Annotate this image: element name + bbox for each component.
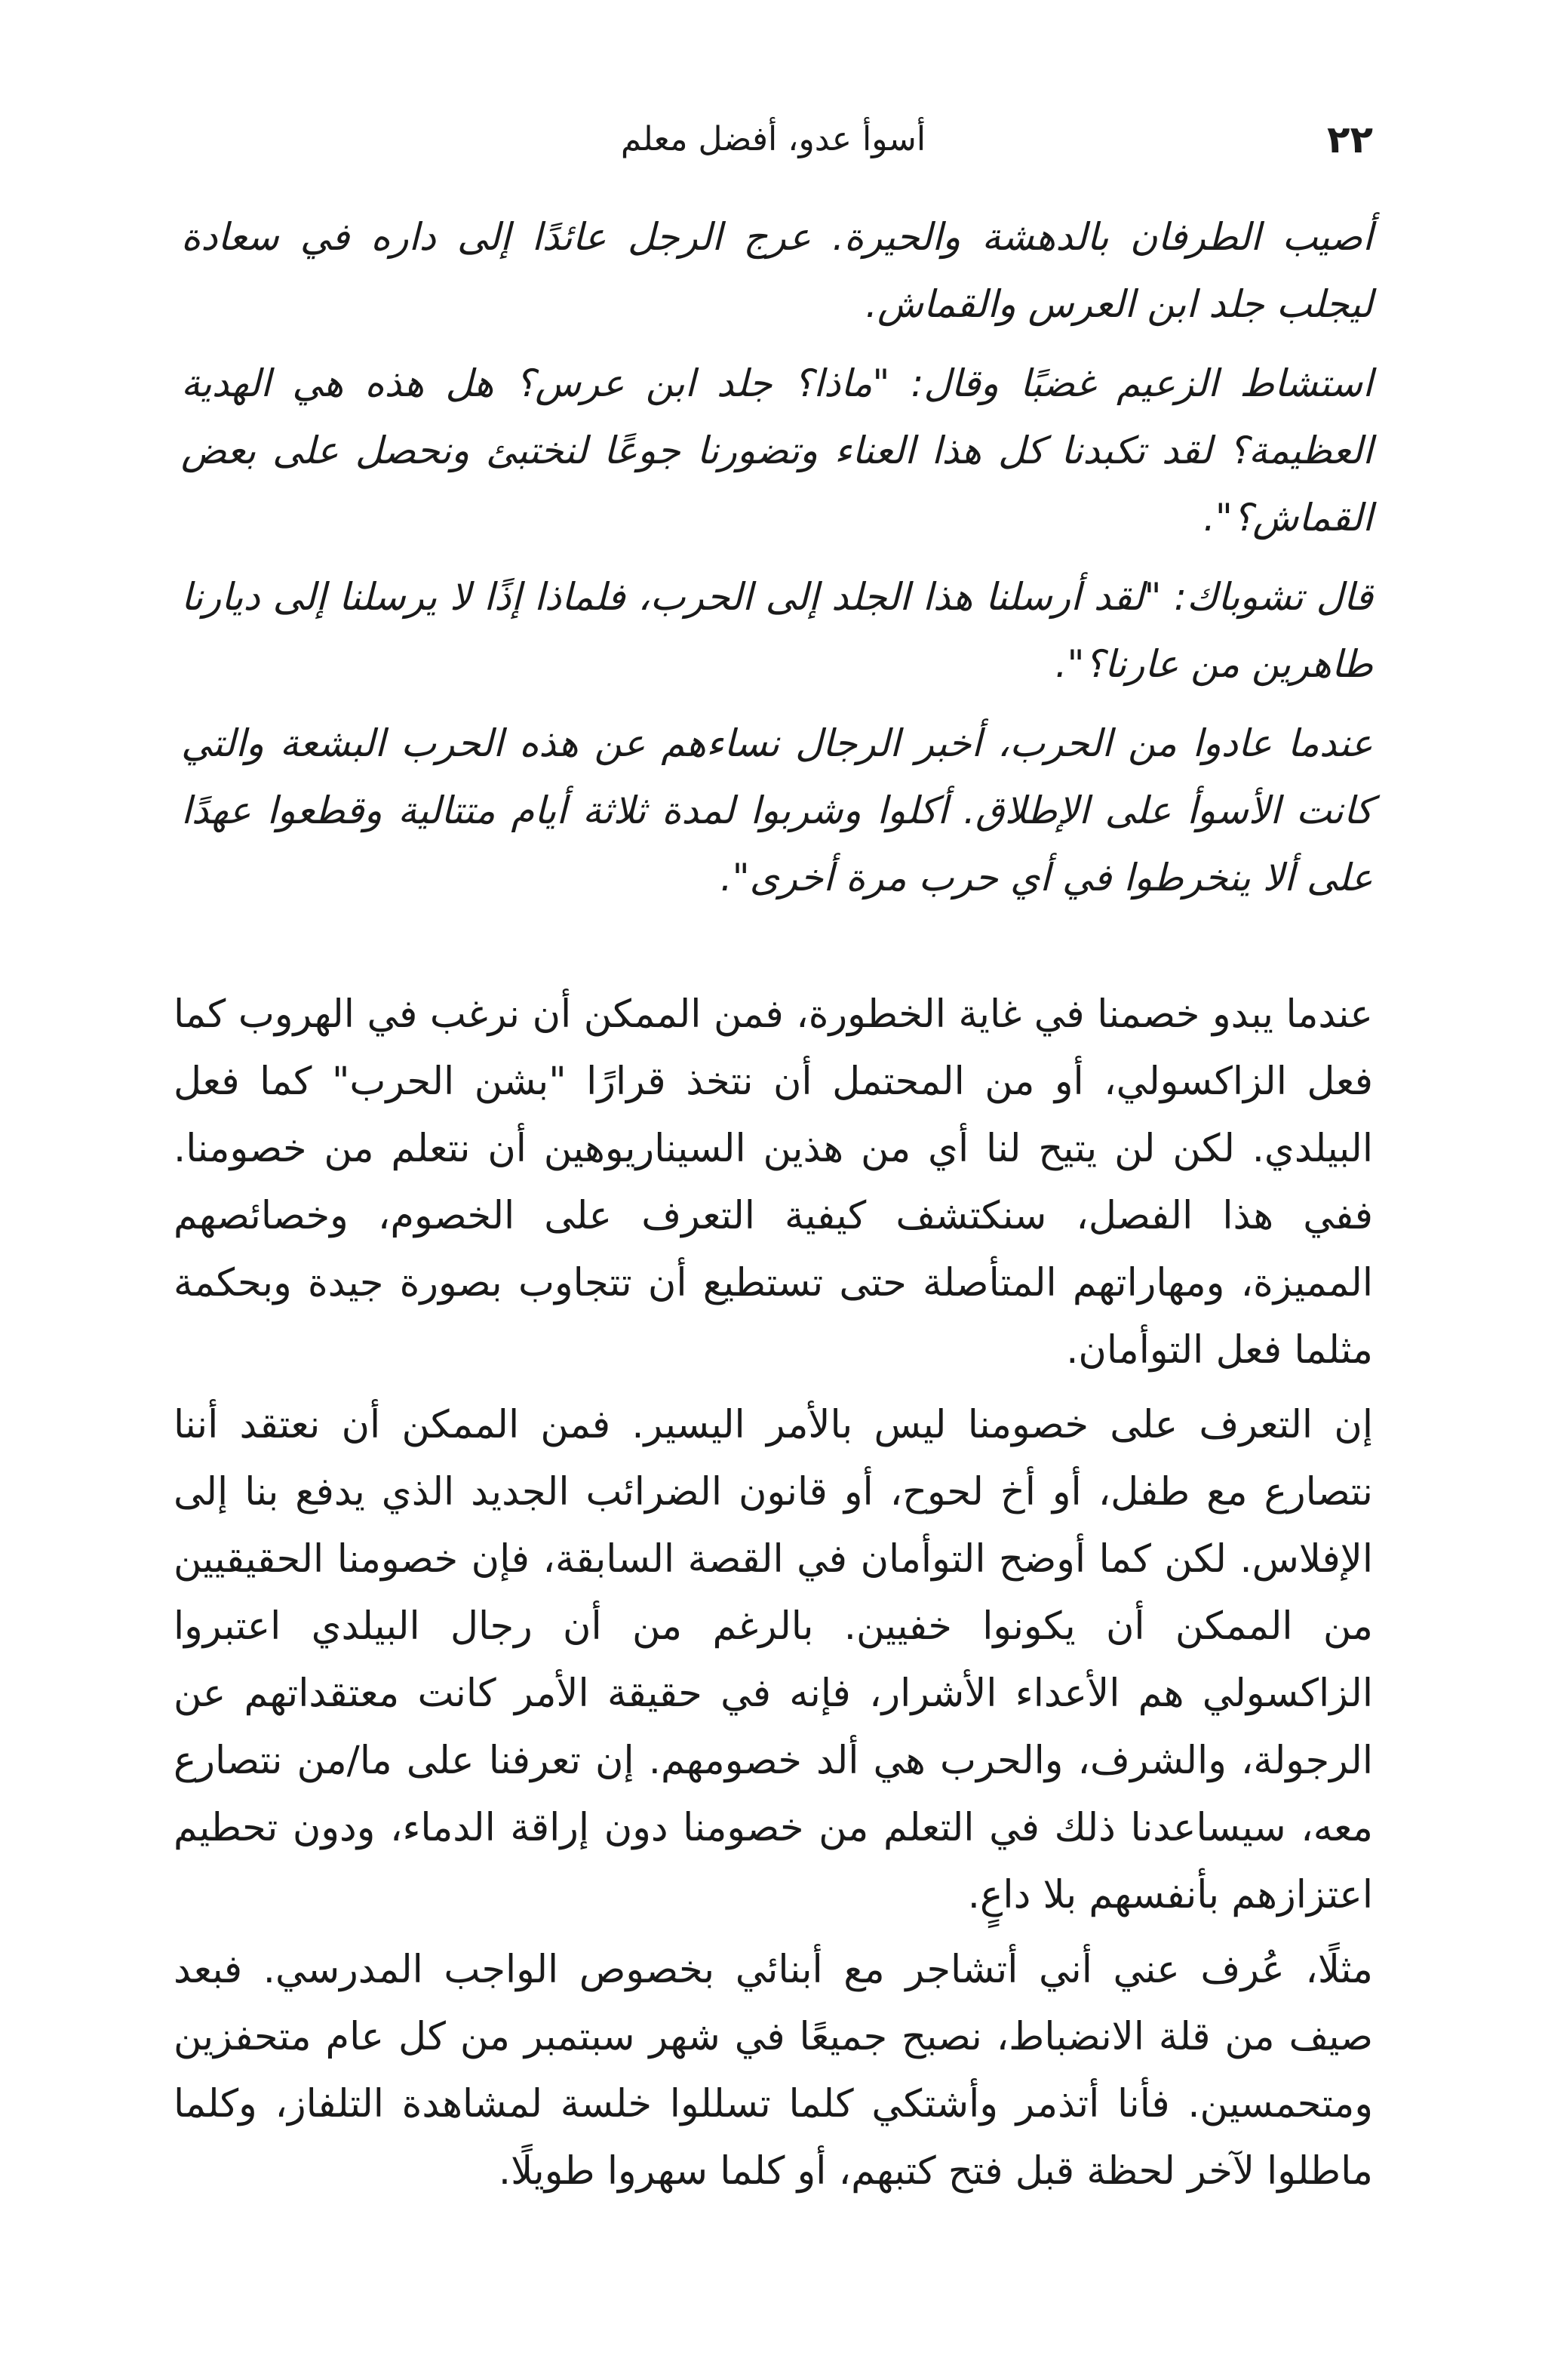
body-paragraph: إن التعرف على خصومنا ليس بالأمر اليسير. فمن الممكن أن نعتقد أننا نتصارع مع طفل، أو أخ لحوح، أو قانون الضرائب الجديد الذي يدفع بنا إلى الإفلاس. لكن كما أوضح التوأمان في القصة السابقة، فإن خصومنا الحقيقيين من الممكن أن يكونوا خفيين. بالرغم من أن رجال البيلدي اعتبروا الزاكسولي هم الأعداء الأشرار، فإنه في حقيقة الأمر كانت معتقداتهم عن الرجولة، والشرف، والحرب هي ألد خصومهم. إن تعرفنا على ما/من نتصارع معه، سيساعدنا ذلك في التعلم من خصومنا دون إراقة الدماء، ودون تحطيم اعتزازهم بأنفسهم بلا داعٍ. [174,1403,1373,1917]
page-header [174,106,1373,174]
story-paragraph: أصيب الطرفان بالدهشة والحيرة. عرج الرجل عائدًا إلى داره في سعادة ليجلب جلد ابن العرس والقماش. [181,215,1373,326]
body-paragraph: مثلًا، عُرف عني أني أتشاجر مع أبنائي بخصوص الواجب المدرسي. فبعد صيف من قلة الانضباط، نصبح جميعًا في شهر سبتمبر من كل عام متحفزين ومتحمسين. فأنا أتذمر وأشتكي كلما تسللوا خلسة لمشاهدة التلفاز، وكلما ماطلوا لآخر لحظة قبل فتح كتبهم، أو كلما سهروا طويلًا. [174,1948,1373,2194]
body-paragraph: عندما يبدو خصمنا في غاية الخطورة، فمن الممكن أن نرغب في الهروب كما فعل الزاكسولي، أو من المحتمل أن نتخذ قرارًا "بشن الحرب" كما فعل البيلدي. لكن لن يتيح لنا أي من هذين السيناريوهين أن نتعلم من خصومنا. ففي هذا الفصل، سنكتشف كيفية التعرف على الخصوم، وخصائصهم المميزة، ومهاراتهم المتأصلة حتى تستطيع أن تتجاوب بصورة جيدة وبحكمة مثلما فعل التوأمان. [174,992,1373,1373]
running-title: أسوأ عدو، أفضل معلم [620,120,926,158]
story-paragraph: عندما عادوا من الحرب، أخبر الرجال نساءهم عن هذه الحرب البشعة والتي كانت الأسوأ على الإطلاق. أكلوا وشربوا لمدة ثلاثة أيام متتالية وقطعوا عهدًا على ألا ينخرطوا في أي حرب مرة أخرى". [181,721,1373,899]
story-paragraph: قال تشوباك: "لقد أرسلنا هذا الجلد إلى الحرب، فلماذا إذًا لا يرسلنا إلى ديارنا طاهرين من عارنا؟". [181,575,1373,686]
page-content [174,204,1373,2212]
story-excerpt [174,204,1373,912]
page-number: ٢٢ [1326,118,1373,161]
story-paragraph: استشاط الزعيم غضبًا وقال: "ماذا؟ جلد ابن عرس؟ هل هذه هي الهدية العظيمة؟ لقد تكبدنا كل هذا العناء وتضورنا جوعًا لنختبئ ونحصل على بعض القماش؟". [181,361,1373,540]
body-text [174,981,1373,2205]
